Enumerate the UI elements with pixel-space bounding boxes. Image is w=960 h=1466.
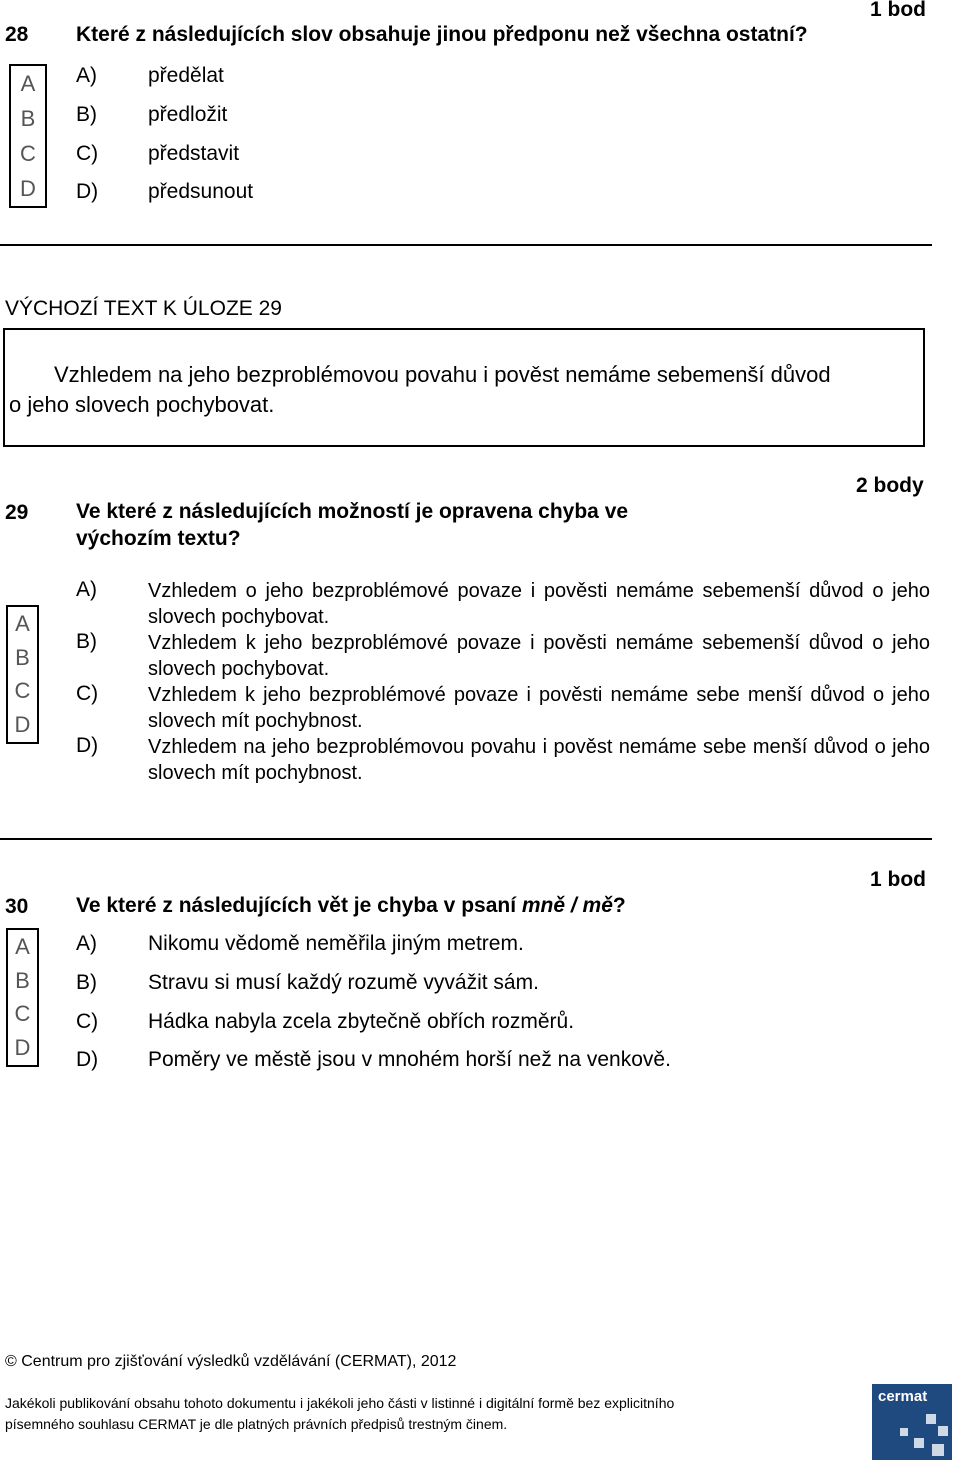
answer-box-letter-a: A xyxy=(15,933,30,959)
q30-option-c-letter: C) xyxy=(76,1010,99,1033)
answer-box-letter-c: C xyxy=(20,140,36,166)
answer-box-letter-a: A xyxy=(15,610,30,636)
answer-box-letter-d: D xyxy=(14,1035,31,1061)
q30-question xyxy=(76,892,626,919)
q30-option-d-text: Poměry ve městě jsou v mnohém horší než na venkově. xyxy=(148,1048,671,1071)
answer-box-letter-b: B xyxy=(15,967,30,993)
q29-number: 29 xyxy=(5,501,29,524)
separator-line xyxy=(0,838,932,840)
q30-question-end: ? xyxy=(612,894,626,917)
q28-option-d-text: předsunout xyxy=(148,180,254,203)
q29-option-a-letter: A) xyxy=(76,578,97,601)
footer-notice-line1: Jakékoli publikování obsahu tohoto dokumentu i jakékoli jeho části v listinné i digitální formě bez explicitního xyxy=(5,1395,675,1411)
q30-points: 1 bod xyxy=(870,868,926,891)
source-text-box xyxy=(3,328,925,447)
source-text-line1: Vzhledem na jeho bezproblémovou povahu i pověst nemáme sebemenší důvod xyxy=(54,362,831,387)
q30-answer-box[interactable] xyxy=(6,928,39,1067)
cermat-logo-text: cermat xyxy=(878,1388,928,1405)
q30-question-emphasis: mně / mě xyxy=(521,894,613,917)
q30-number: 30 xyxy=(5,895,29,918)
footer-notice xyxy=(5,1393,674,1435)
q29-option-c-text: Vzhledem k jeho bezproblémové povaze i pověsti nemáme sebe menší důvod o jeho slovech mít pochybnost. xyxy=(148,684,930,732)
q28-points: 1 bod xyxy=(870,0,926,21)
cermat-logo xyxy=(872,1384,952,1460)
answer-box-letter-c: C xyxy=(14,678,31,704)
footer-notice-line2: písemného souhlasu CERMAT je dle platných právních předpisů trestným činem. xyxy=(5,1416,508,1432)
source-title: VÝCHOZÍ TEXT K ÚLOZE 29 xyxy=(5,297,282,320)
logo-square xyxy=(926,1414,936,1424)
answer-box-letter-c: C xyxy=(14,1001,31,1027)
footer-copyright: © Centrum pro zjišťování výsledků vzdělávání (CERMAT), 2012 xyxy=(5,1353,457,1370)
source-text-line2: o jeho slovech pochybovat. xyxy=(9,392,275,417)
q30-option-b-letter: B) xyxy=(76,971,97,994)
logo-square xyxy=(938,1426,948,1436)
answer-box-letter-b: B xyxy=(20,105,36,131)
q30-option-a-text: Nikomu vědomě neměřila jiným metrem. xyxy=(148,932,524,955)
q29-option-b-letter: B) xyxy=(76,630,97,653)
q29-question-line2: výchozím textu? xyxy=(76,527,241,550)
q28-number: 28 xyxy=(5,23,29,46)
q30-option-a-letter: A) xyxy=(76,932,97,955)
q28-answer-box[interactable] xyxy=(9,64,47,208)
q29-option-c-letter: C) xyxy=(76,682,99,705)
q29-answer-box[interactable] xyxy=(6,605,39,744)
q28-option-c-text: představit xyxy=(148,142,240,165)
separator-line xyxy=(0,244,932,246)
q29-question-line1: Ve které z následujících možností je opravena chyba ve xyxy=(76,500,629,523)
answer-box-letter-b: B xyxy=(15,644,30,670)
q30-option-b-text: Stravu si musí každý rozumě vyvážit sám. xyxy=(148,971,539,994)
logo-square xyxy=(932,1444,944,1456)
q30-option-d-letter: D) xyxy=(76,1048,99,1071)
q28-option-c-letter: C) xyxy=(76,142,99,165)
logo-square xyxy=(900,1428,908,1436)
q28-option-a-letter: A) xyxy=(76,64,97,87)
q29-option-a-text: Vzhledem o jeho bezproblémové povaze i pověsti nemáme sebemenší důvod o jeho slovech pochybovat. xyxy=(148,580,930,628)
answer-box-letter-a: A xyxy=(20,70,36,96)
answer-box-letter-d: D xyxy=(20,175,36,201)
q29-option-d-letter: D) xyxy=(76,734,99,757)
q29-question xyxy=(76,498,628,552)
answer-box-letter-d: D xyxy=(14,712,31,738)
q28-option-b-letter: B) xyxy=(76,103,97,126)
q28-option-a-text: předělat xyxy=(148,64,224,87)
q29-option-d-text: Vzhledem na jeho bezproblémovou povahu i pověst nemáme sebe menší důvod o jeho slovech mít pochybnost. xyxy=(148,736,930,784)
q30-option-c-text: Hádka nabyla zcela zbytečně obřích rozměrů. xyxy=(148,1010,575,1033)
q28-option-b-text: předložit xyxy=(148,103,228,126)
q28-question: Které z následujících slov obsahuje jinou předponu než všechna ostatní? xyxy=(76,23,808,46)
q29-points: 2 body xyxy=(856,474,924,497)
q30-question-text: Ve které z následujících vět je chyba v psaní xyxy=(76,894,522,917)
q29-option-b-text: Vzhledem k jeho bezproblémové povaze i pověsti nemáme sebemenší důvod o jeho slovech pochybovat. xyxy=(148,632,930,680)
logo-square xyxy=(914,1438,924,1448)
q28-option-d-letter: D) xyxy=(76,180,99,203)
